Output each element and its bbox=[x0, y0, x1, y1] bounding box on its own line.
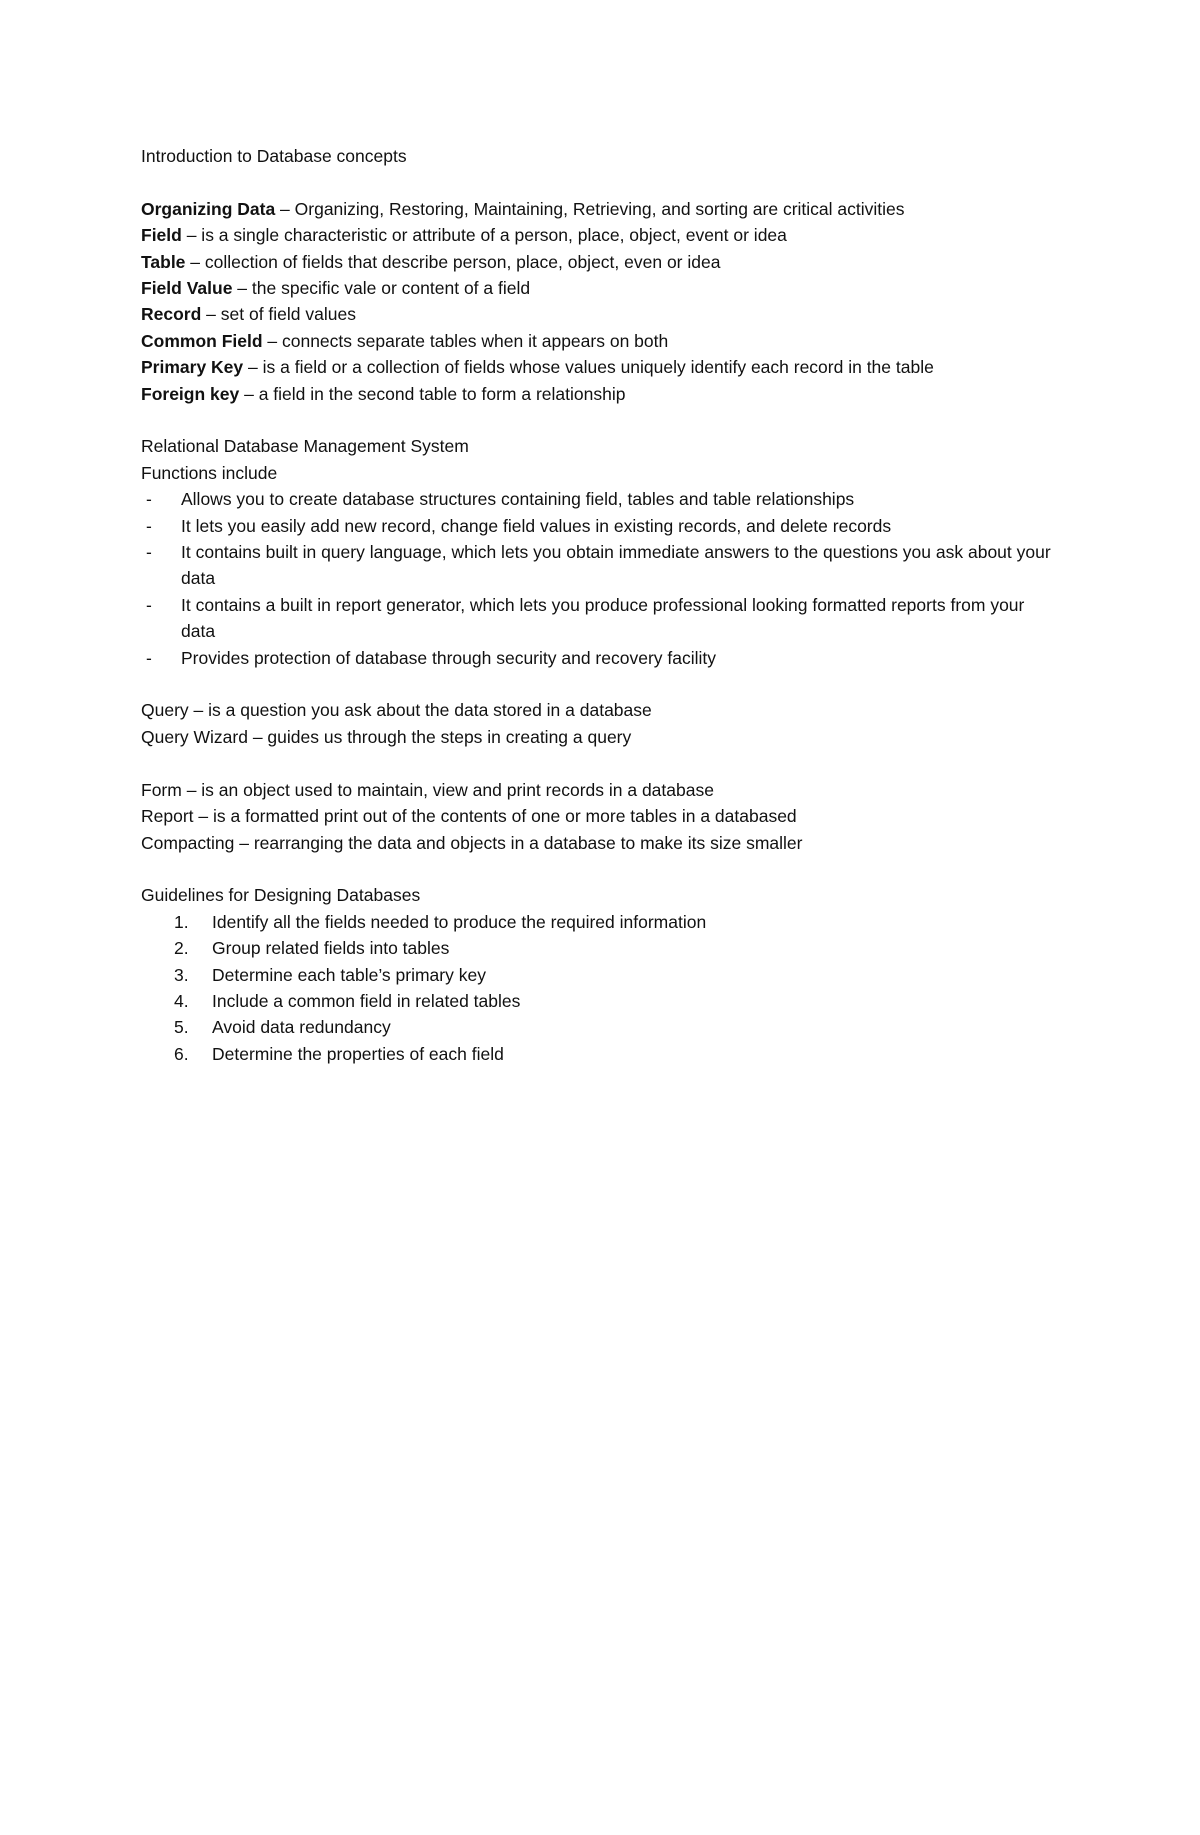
spacer bbox=[141, 856, 1071, 882]
document-title: Introduction to Database concepts bbox=[141, 146, 407, 166]
guidelines-list bbox=[141, 909, 1071, 1067]
document-page bbox=[141, 143, 1071, 1067]
definition-term: Table bbox=[141, 251, 186, 272]
list-item-text: It lets you easily add new record, change field values in existing records, and delete records bbox=[181, 515, 892, 536]
list-number: 4. bbox=[174, 990, 189, 1011]
rdbms-subheading: Functions include bbox=[141, 462, 278, 483]
spacer bbox=[141, 169, 1071, 195]
rdbms-heading: Relational Database Management System bbox=[141, 436, 469, 457]
list-item bbox=[141, 1041, 1071, 1067]
definition-term: Record bbox=[141, 304, 202, 325]
definition-term: Common Field bbox=[141, 330, 263, 351]
list-item bbox=[141, 988, 1071, 1014]
compacting-definition: Compacting – rearranging the data and objects in a database to make its size smaller bbox=[141, 832, 803, 853]
list-item bbox=[141, 645, 1071, 671]
list-number: 1. bbox=[174, 911, 189, 932]
query-wizard-definition: Query Wizard – guides us through the steps in creating a query bbox=[141, 726, 632, 747]
spacer bbox=[141, 750, 1071, 776]
definition-term: Foreign key bbox=[141, 383, 240, 404]
definition-term: Organizing Data bbox=[141, 198, 276, 219]
definition-text: – a field in the second table to form a relationship bbox=[239, 383, 626, 404]
form-definition: Form – is an object used to maintain, view and print records in a database bbox=[141, 779, 714, 800]
list-item-text: It contains built in query language, which lets you obtain immediate answers to the questions you ask about your data bbox=[181, 542, 1051, 589]
list-item-text: Identify all the fields needed to produce the required information bbox=[212, 911, 707, 932]
list-item-text: Include a common field in related tables bbox=[212, 990, 521, 1011]
definition-field bbox=[141, 222, 1071, 248]
definition-table bbox=[141, 249, 1071, 275]
list-number: 6. bbox=[174, 1043, 189, 1064]
bullet-dash: - bbox=[146, 489, 152, 510]
bullet-dash: - bbox=[146, 515, 152, 536]
list-item bbox=[141, 909, 1071, 935]
definition-field-value bbox=[141, 275, 1071, 301]
spacer bbox=[141, 671, 1071, 697]
rdbms-functions-list bbox=[141, 486, 1071, 671]
list-item-text: Determine each table’s primary key bbox=[212, 964, 486, 985]
definition-text: – collection of fields that describe person, place, object, even or idea bbox=[185, 251, 721, 272]
query-definition: Query – is a question you ask about the data stored in a database bbox=[141, 700, 652, 721]
list-item bbox=[141, 592, 1071, 645]
list-number: 2. bbox=[174, 938, 189, 959]
bullet-dash: - bbox=[146, 594, 152, 615]
definition-text: – set of field values bbox=[201, 304, 356, 325]
definition-foreign-key bbox=[141, 381, 1071, 407]
definition-text: – is a field or a collection of fields whose values uniquely identify each record in the table bbox=[243, 357, 934, 378]
definition-text: – the specific vale or content of a field bbox=[232, 278, 531, 299]
bullet-dash: - bbox=[146, 647, 152, 668]
definition-common-field bbox=[141, 328, 1071, 354]
definitions-list bbox=[141, 196, 1071, 407]
list-item-text: It contains a built in report generator, which lets you produce professional looking formatted reports from your data bbox=[181, 594, 1025, 642]
definition-organizing-data bbox=[141, 196, 1071, 222]
list-item bbox=[141, 539, 1071, 592]
list-item bbox=[141, 486, 1071, 512]
definition-record bbox=[141, 301, 1071, 327]
definition-term: Field Value bbox=[141, 278, 233, 299]
bullet-dash: - bbox=[146, 542, 152, 563]
list-item-text: Provides protection of database through security and recovery facility bbox=[181, 647, 717, 668]
list-item bbox=[141, 962, 1071, 988]
definition-term: Field bbox=[141, 225, 182, 246]
list-number: 5. bbox=[174, 1017, 189, 1038]
list-item-text: Avoid data redundancy bbox=[212, 1017, 391, 1038]
list-item-text: Allows you to create database structures containing field, tables and table relationships bbox=[181, 489, 855, 510]
report-definition: Report – is a formatted print out of the contents of one or more tables in a databased bbox=[141, 806, 797, 827]
definition-text: – is a single characteristic or attribute of a person, place, object, event or idea bbox=[181, 225, 787, 246]
list-item bbox=[141, 513, 1071, 539]
spacer bbox=[141, 407, 1071, 433]
definition-text: – Organizing, Restoring, Maintaining, Retrieving, and sorting are critical activities bbox=[275, 198, 905, 219]
list-item bbox=[141, 935, 1071, 961]
list-item-text: Group related fields into tables bbox=[212, 938, 450, 959]
definition-text: – connects separate tables when it appears on both bbox=[262, 330, 669, 351]
list-item-text: Determine the properties of each field bbox=[212, 1043, 504, 1064]
list-number: 3. bbox=[174, 964, 189, 985]
list-item bbox=[141, 1014, 1071, 1040]
definition-term: Primary Key bbox=[141, 357, 244, 378]
guidelines-heading: Guidelines for Designing Databases bbox=[141, 885, 421, 906]
definition-primary-key bbox=[141, 354, 1071, 380]
